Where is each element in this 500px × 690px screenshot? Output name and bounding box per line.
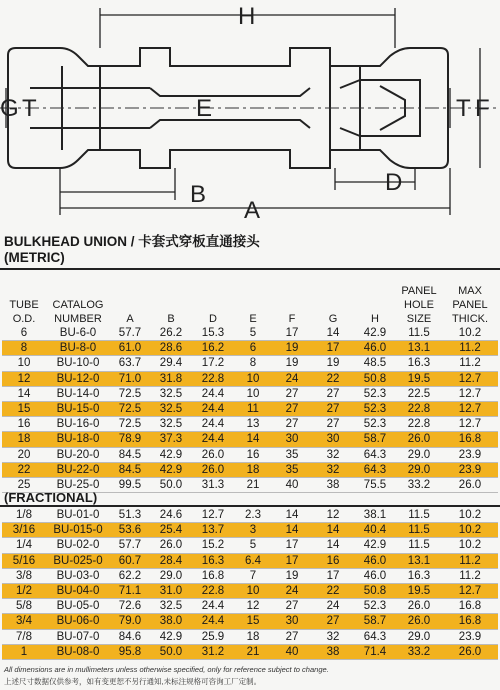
table-cell: 14 (312, 538, 354, 553)
table-cell: BU-10-0 (46, 356, 110, 371)
fractional-rule (0, 505, 500, 507)
table-cell: 50.0 (150, 478, 192, 493)
table-cell: BU-08-0 (46, 644, 110, 659)
table-cell: 52.3 (354, 402, 396, 417)
table-cell: 26.0 (192, 462, 234, 477)
table-cell: 27 (272, 599, 312, 614)
table-cell: 72.5 (110, 402, 150, 417)
table-cell: 16.3 (396, 568, 442, 583)
table-cell: 27 (272, 402, 312, 417)
table-cell: 37.3 (150, 432, 192, 447)
table-cell: 5 (234, 326, 272, 341)
table-cell: 46.0 (354, 341, 396, 356)
table-cell: 22.8 (192, 584, 234, 599)
table-cell: 64.3 (354, 447, 396, 462)
col-max-panel-thick: MAX PANEL THICK. (451, 285, 489, 325)
dim-label-H: H (238, 3, 256, 30)
table-row (2, 553, 498, 568)
table-cell: 5/8 (2, 599, 46, 614)
col-tube-od: TUBE O.D. (9, 299, 39, 325)
table-cell: 64.3 (354, 462, 396, 477)
table-cell: 7 (234, 568, 272, 583)
table-cell: 5/16 (2, 553, 46, 568)
table-cell: 40 (272, 478, 312, 493)
table-cell: 24.4 (192, 417, 234, 432)
table-cell: 26.0 (396, 614, 442, 629)
table-cell: 31.0 (150, 584, 192, 599)
table-cell: 71.0 (110, 371, 150, 386)
dim-label-B: B (190, 181, 207, 208)
table-cell: 16.8 (442, 599, 498, 614)
page-title: BULKHEAD UNION / 卡套式穿板直通接头 (4, 234, 260, 249)
table-cell: BU-015-0 (46, 523, 110, 538)
table-cell: 22.8 (396, 402, 442, 417)
table-cell: 51.3 (110, 508, 150, 523)
table-cell: 32.5 (150, 402, 192, 417)
table-cell: 6 (2, 326, 46, 341)
table-cell: 32 (312, 462, 354, 477)
table-cell: 1/2 (2, 584, 46, 599)
table-cell: 24 (312, 599, 354, 614)
table-cell: 14 (272, 508, 312, 523)
table-cell: 32 (312, 447, 354, 462)
table-cell: 23.9 (442, 629, 498, 644)
table-cell: 23.9 (442, 447, 498, 462)
table-cell: BU-15-0 (46, 402, 110, 417)
table-row (2, 386, 498, 401)
table-cell: 38 (312, 478, 354, 493)
table-cell: 27 (312, 402, 354, 417)
table-cell: 26.0 (192, 447, 234, 462)
table-cell: 62.2 (110, 568, 150, 583)
table-cell: 52.3 (354, 599, 396, 614)
table-cell: BU-6-0 (46, 326, 110, 341)
table-cell: 27 (312, 417, 354, 432)
table-cell: 50.8 (354, 584, 396, 599)
table-cell: 71.1 (110, 584, 150, 599)
table-cell: 3/16 (2, 523, 46, 538)
table-cell: 46.0 (354, 568, 396, 583)
table-cell: BU-8-0 (46, 341, 110, 356)
table-cell: 24 (272, 584, 312, 599)
table-cell: 32.5 (150, 599, 192, 614)
table-cell: 38 (312, 644, 354, 659)
table-cell: 14 (2, 386, 46, 401)
table-cell: 29.0 (396, 447, 442, 462)
col-g: G (328, 313, 338, 325)
table-cell: 14 (234, 432, 272, 447)
table-cell: 31.8 (150, 371, 192, 386)
table-cell: 18 (2, 432, 46, 447)
table-row (2, 447, 498, 462)
table-cell: 10.2 (442, 523, 498, 538)
table-cell: 22.8 (192, 371, 234, 386)
table-cell: BU-04-0 (46, 584, 110, 599)
table-cell: 11.2 (442, 553, 498, 568)
table-cell: 42.9 (150, 462, 192, 477)
table-cell: 72.5 (110, 386, 150, 401)
table-cell: 42.9 (354, 326, 396, 341)
table-cell: 22 (312, 584, 354, 599)
table-cell: 40.4 (354, 523, 396, 538)
table-cell: BU-05-0 (46, 599, 110, 614)
table-cell: 14 (312, 523, 354, 538)
table-cell: 24.4 (192, 402, 234, 417)
metric-subtitle: (METRIC) (4, 250, 65, 265)
table-cell: 10.2 (442, 326, 498, 341)
table-cell: 19 (272, 341, 312, 356)
table-cell: 13.1 (396, 341, 442, 356)
table-cell: BU-03-0 (46, 568, 110, 583)
dim-label-F: F (475, 95, 490, 122)
table-cell: 26.2 (150, 326, 192, 341)
table-cell: 12 (312, 508, 354, 523)
table-cell: BU-06-0 (46, 614, 110, 629)
table-cell: 38.1 (354, 508, 396, 523)
table-cell: 8 (2, 341, 46, 356)
table-cell: 11.5 (396, 508, 442, 523)
table-cell: 10 (234, 386, 272, 401)
table-row (2, 614, 498, 629)
fractional-table (2, 508, 498, 660)
footnote-en: All dimensions are in mullimeters unless otherwise specified, only for reference subject to change. (4, 665, 329, 674)
table-cell: 48.5 (354, 356, 396, 371)
col-panel-hole-size: PANEL HOLE SIZE (401, 285, 437, 325)
table-cell: 32.5 (150, 417, 192, 432)
table-row (2, 417, 498, 432)
metric-table (2, 272, 498, 493)
table-cell: 16 (312, 553, 354, 568)
table-cell: 29.0 (150, 568, 192, 583)
table-cell: 32 (312, 629, 354, 644)
table-cell: 11.2 (442, 341, 498, 356)
table-cell: 25 (2, 478, 46, 493)
table-cell: 84.5 (110, 447, 150, 462)
table-cell: 16.3 (396, 356, 442, 371)
dim-label-T-left: T (22, 95, 37, 122)
table-cell: 26.0 (396, 432, 442, 447)
table-cell: 16.2 (192, 341, 234, 356)
table-cell: 32.5 (150, 386, 192, 401)
table-row (2, 326, 498, 341)
table-cell: BU-25-0 (46, 478, 110, 493)
table-row (2, 584, 498, 599)
table-cell: 12.7 (442, 402, 498, 417)
table-cell: 28.6 (150, 341, 192, 356)
table-cell: BU-07-0 (46, 629, 110, 644)
dim-label-A: A (244, 197, 261, 224)
table-cell: 35 (272, 462, 312, 477)
table-cell: 27 (312, 386, 354, 401)
table-cell: 15.2 (192, 538, 234, 553)
table-cell: 28.4 (150, 553, 192, 568)
table-cell: 16.8 (192, 568, 234, 583)
table-cell: 16.3 (192, 553, 234, 568)
table-cell: 17 (272, 538, 312, 553)
table-cell: 10 (234, 584, 272, 599)
table-cell: 17 (272, 326, 312, 341)
table-cell: 19.5 (396, 371, 442, 386)
table-cell: 27 (272, 417, 312, 432)
footnote-cn: 上述尺寸数据仅供参考，如有变更恕不另行通知,未标注规格可咨询工厂定制。 (4, 677, 262, 686)
table-cell: BU-12-0 (46, 371, 110, 386)
table-cell: 3 (234, 523, 272, 538)
table-cell: 30 (312, 432, 354, 447)
table-cell: BU-14-0 (46, 386, 110, 401)
table-row (2, 356, 498, 371)
table-cell: 14 (272, 523, 312, 538)
table-cell: 12.7 (442, 386, 498, 401)
table-cell: 42.9 (150, 629, 192, 644)
table-cell: 17 (312, 341, 354, 356)
table-row (2, 341, 498, 356)
table-cell: 19 (272, 356, 312, 371)
table-cell: 27 (272, 629, 312, 644)
table-cell: 99.5 (110, 478, 150, 493)
table-row (2, 629, 498, 644)
table-cell: 17 (272, 553, 312, 568)
table-cell: 20 (2, 447, 46, 462)
table-cell: 1 (2, 644, 46, 659)
table-cell: 3/4 (2, 614, 46, 629)
dim-label-G: G (0, 95, 19, 122)
table-cell: 10 (234, 371, 272, 386)
table-cell: 42.9 (150, 447, 192, 462)
table-cell: 17 (312, 568, 354, 583)
table-cell: 12 (234, 599, 272, 614)
table-cell: 29.0 (396, 462, 442, 477)
table-cell: 25.4 (150, 523, 192, 538)
table-cell: 11.2 (442, 356, 498, 371)
table-cell: 26.0 (396, 599, 442, 614)
table-cell: 72.6 (110, 599, 150, 614)
table-cell: 11 (234, 402, 272, 417)
table-cell: 11.2 (442, 568, 498, 583)
table-cell: 19 (312, 356, 354, 371)
table-cell: 75.5 (354, 478, 396, 493)
table-cell: 22.8 (396, 417, 442, 432)
bulkhead-union-drawing (0, 0, 500, 230)
table-cell: 95.8 (110, 644, 150, 659)
table-cell: 13.7 (192, 523, 234, 538)
dim-label-E: E (196, 95, 213, 122)
table-cell: 40 (272, 644, 312, 659)
table-cell: 11.5 (396, 326, 442, 341)
table-cell: 31.3 (192, 478, 234, 493)
table-cell: 57.7 (110, 538, 150, 553)
table-cell: 71.4 (354, 644, 396, 659)
col-f: F (288, 313, 296, 325)
table-cell: 58.7 (354, 614, 396, 629)
table-cell: BU-18-0 (46, 432, 110, 447)
table-cell: BU-22-0 (46, 462, 110, 477)
col-b: B (167, 313, 175, 325)
table-cell: 6.4 (234, 553, 272, 568)
table-cell: 16.8 (442, 614, 498, 629)
table-cell: 22 (312, 371, 354, 386)
table-cell: 19 (272, 568, 312, 583)
table-cell: 24.4 (192, 599, 234, 614)
table-cell: 29.0 (396, 629, 442, 644)
table-cell: 13.1 (396, 553, 442, 568)
table-cell: 1/4 (2, 538, 46, 553)
table-cell: 13 (234, 417, 272, 432)
table-cell: 10 (2, 356, 46, 371)
table-row (2, 523, 498, 538)
table-cell: 50.0 (150, 644, 192, 659)
metric-header-row (2, 272, 498, 326)
table-cell: 21 (234, 644, 272, 659)
col-h: H (371, 313, 379, 325)
table-cell: 31.2 (192, 644, 234, 659)
table-cell: 84.6 (110, 629, 150, 644)
table-cell: 52.3 (354, 417, 396, 432)
table-cell: 25.9 (192, 629, 234, 644)
table-cell: 27 (272, 386, 312, 401)
fractional-title: (FRACTIONAL) (4, 490, 98, 505)
col-e: E (249, 313, 257, 325)
table-cell: BU-16-0 (46, 417, 110, 432)
table-row (2, 644, 498, 659)
table-cell: 2.3 (234, 508, 272, 523)
table-cell: 53.6 (110, 523, 150, 538)
table-cell: 23.9 (442, 462, 498, 477)
table-cell: 16 (234, 447, 272, 462)
table-cell: 24.4 (192, 432, 234, 447)
table-cell: 50.8 (354, 371, 396, 386)
table-cell: 52.3 (354, 386, 396, 401)
table-cell: 84.5 (110, 462, 150, 477)
table-cell: 1/8 (2, 508, 46, 523)
table-cell: 21 (234, 478, 272, 493)
table-row (2, 371, 498, 386)
table-cell: 18 (234, 462, 272, 477)
table-cell: 12.7 (442, 417, 498, 432)
table-cell: 58.7 (354, 432, 396, 447)
table-cell: 72.5 (110, 417, 150, 432)
table-cell: 30 (272, 614, 312, 629)
table-row (2, 462, 498, 477)
table-row (2, 538, 498, 553)
table-cell: 5 (234, 538, 272, 553)
table-cell: 7/8 (2, 629, 46, 644)
table-cell: 24.4 (192, 614, 234, 629)
table-cell: 11.5 (396, 523, 442, 538)
table-cell: 26.0 (150, 538, 192, 553)
table-row (2, 599, 498, 614)
table-cell: 10.2 (442, 538, 498, 553)
table-cell: 79.0 (110, 614, 150, 629)
table-cell: 57.7 (110, 326, 150, 341)
table-cell: 8 (234, 356, 272, 371)
table-cell: 22.5 (396, 386, 442, 401)
col-a: A (126, 313, 134, 325)
table-cell: 12.7 (442, 371, 498, 386)
table-cell: BU-20-0 (46, 447, 110, 462)
table-cell: 12.7 (192, 508, 234, 523)
table-cell: 38.0 (150, 614, 192, 629)
table-cell: 30 (272, 432, 312, 447)
table-row (2, 568, 498, 583)
table-cell: 16 (2, 417, 46, 432)
table-cell: 64.3 (354, 629, 396, 644)
table-cell: 18 (234, 629, 272, 644)
table-cell: 6 (234, 341, 272, 356)
table-cell: 33.2 (396, 644, 442, 659)
table-cell: 29.4 (150, 356, 192, 371)
table-cell: 24 (272, 371, 312, 386)
table-cell: 27 (312, 614, 354, 629)
table-cell: 16.8 (442, 432, 498, 447)
table-cell: 26.0 (442, 478, 498, 493)
table-cell: 12 (2, 371, 46, 386)
table-cell: 63.7 (110, 356, 150, 371)
table-cell: 42.9 (354, 538, 396, 553)
title-rule (0, 268, 500, 270)
table-cell: 24.4 (192, 386, 234, 401)
table-cell: 61.0 (110, 341, 150, 356)
table-cell: BU-025-0 (46, 553, 110, 568)
table-cell: 15.3 (192, 326, 234, 341)
table-cell: 3/8 (2, 568, 46, 583)
col-d: D (209, 313, 217, 325)
table-cell: 19.5 (396, 584, 442, 599)
table-cell: 24.6 (150, 508, 192, 523)
table-cell: 10.2 (442, 508, 498, 523)
table-row (2, 508, 498, 523)
table-cell: 14 (312, 326, 354, 341)
table-cell: 26.0 (442, 644, 498, 659)
table-cell: 12.7 (442, 584, 498, 599)
table-row (2, 432, 498, 447)
table-cell: 78.9 (110, 432, 150, 447)
table-cell: 15 (2, 402, 46, 417)
dim-label-T-right: T (456, 95, 471, 122)
table-cell: 46.0 (354, 553, 396, 568)
table-row (2, 402, 498, 417)
table-cell: 35 (272, 447, 312, 462)
table-cell: 33.2 (396, 478, 442, 493)
table-cell: BU-01-0 (46, 508, 110, 523)
table-cell: 17.2 (192, 356, 234, 371)
table-cell: 22 (2, 462, 46, 477)
table-cell: 11.5 (396, 538, 442, 553)
dim-label-D: D (385, 169, 403, 196)
table-cell: BU-02-0 (46, 538, 110, 553)
col-catalog-number: CATALOG NUMBER (52, 299, 104, 325)
table-cell: 60.7 (110, 553, 150, 568)
table-cell: 15 (234, 614, 272, 629)
